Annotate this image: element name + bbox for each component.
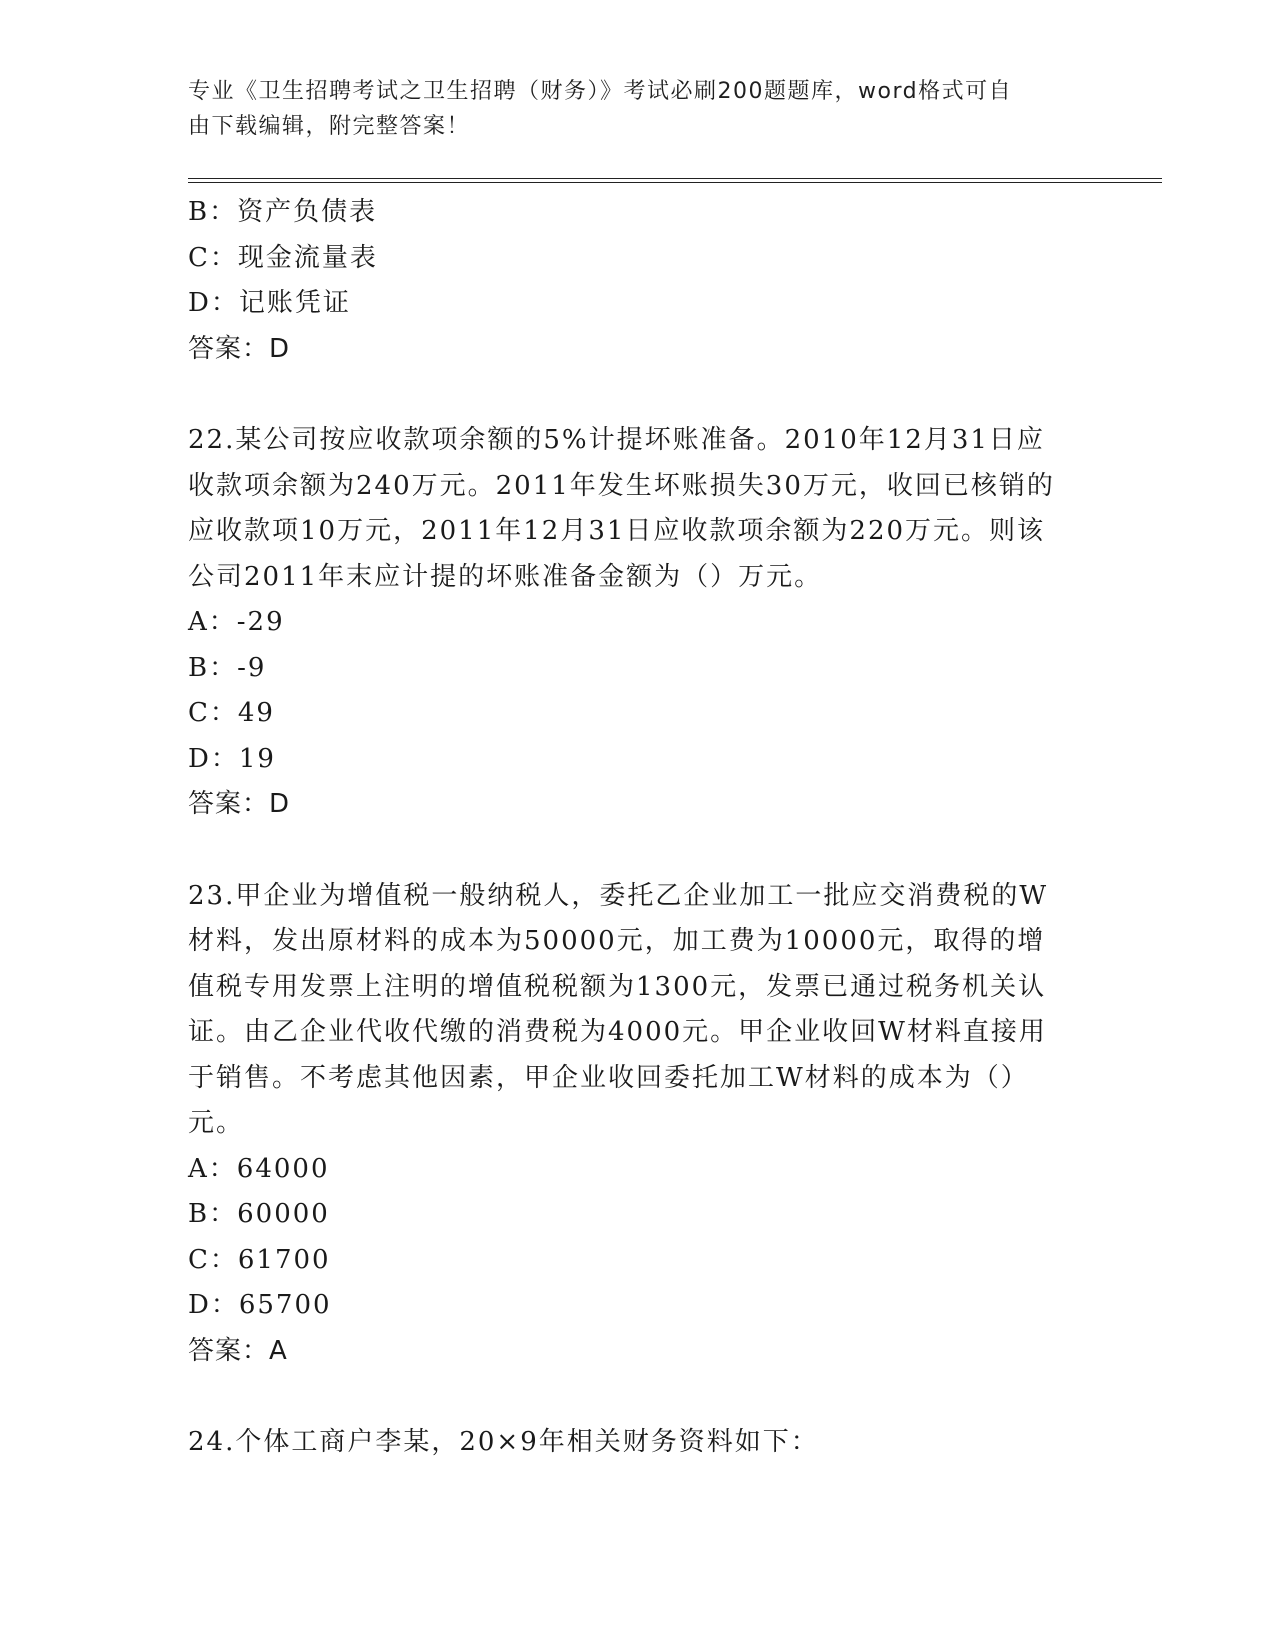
question-content: [188, 190, 1088, 1466]
option-c: C：现金流量表: [188, 242, 378, 273]
option-a: A：64000: [188, 1153, 330, 1184]
answer: 答案：D: [188, 789, 291, 819]
question-21-tail: [188, 190, 1088, 372]
option-c: C：49: [188, 698, 275, 728]
question-23: [188, 874, 1088, 1375]
option-c: C：61700: [188, 1244, 331, 1275]
question-text-line: 应收款项10万元，2011年12月31日应收款项余额为220万元。则该: [188, 516, 1046, 546]
question-text-line: 材料，发出原材料的成本为50000元，加工费为10000元，取得的增: [188, 926, 1046, 956]
option-b: B：资产负债表: [188, 197, 378, 227]
question-22: [188, 418, 1088, 828]
option-d: D：19: [188, 743, 276, 774]
option-d: D：记账凭证: [188, 288, 351, 318]
question-text-line: 于销售。不考虑其他因素，甲企业收回委托加工W材料的成本为（）: [188, 1062, 1029, 1093]
option-a: A：-29: [188, 607, 285, 637]
question-24: [188, 1420, 1088, 1466]
option-b: B：-9: [188, 652, 267, 683]
question-text-line: 元。: [188, 1108, 245, 1138]
header-line-2: 由下载编辑，附完整答案！: [188, 114, 471, 139]
header-divider: [188, 178, 1162, 183]
question-text-line: 23.甲企业为增值税一般纳税人，委托乙企业加工一批应交消费税的W: [188, 880, 1049, 911]
document-header: [188, 74, 1068, 144]
question-text-line: 24.个体工商户李某，20×9年相关财务资料如下：: [188, 1427, 819, 1457]
question-text-line: 22.某公司按应收款项余额的5%计提坏账准备。2010年12月31日应: [188, 425, 1045, 455]
question-text-line: 证。由乙企业代收代缴的消费税为4000元。甲企业收回W材料直接用: [188, 1017, 1047, 1047]
header-line-1: 专业《卫生招聘考试之卫生招聘（财务）》考试必刷200题题库，word格式可自: [188, 79, 1013, 104]
option-d: D：65700: [188, 1290, 332, 1320]
answer: 答案：A: [188, 1335, 288, 1366]
question-text-line: 收款项余额为240万元。2011年发生坏账损失30万元，收回已核销的: [188, 470, 1055, 501]
answer: 答案：D: [188, 333, 291, 364]
option-b: B：60000: [188, 1199, 330, 1229]
question-text-line: 公司2011年末应计提的坏账准备金额为（）万元。: [188, 561, 823, 592]
question-text-line: 值税专用发票上注明的增值税税额为1300元，发票已通过税务机关认: [188, 971, 1047, 1002]
